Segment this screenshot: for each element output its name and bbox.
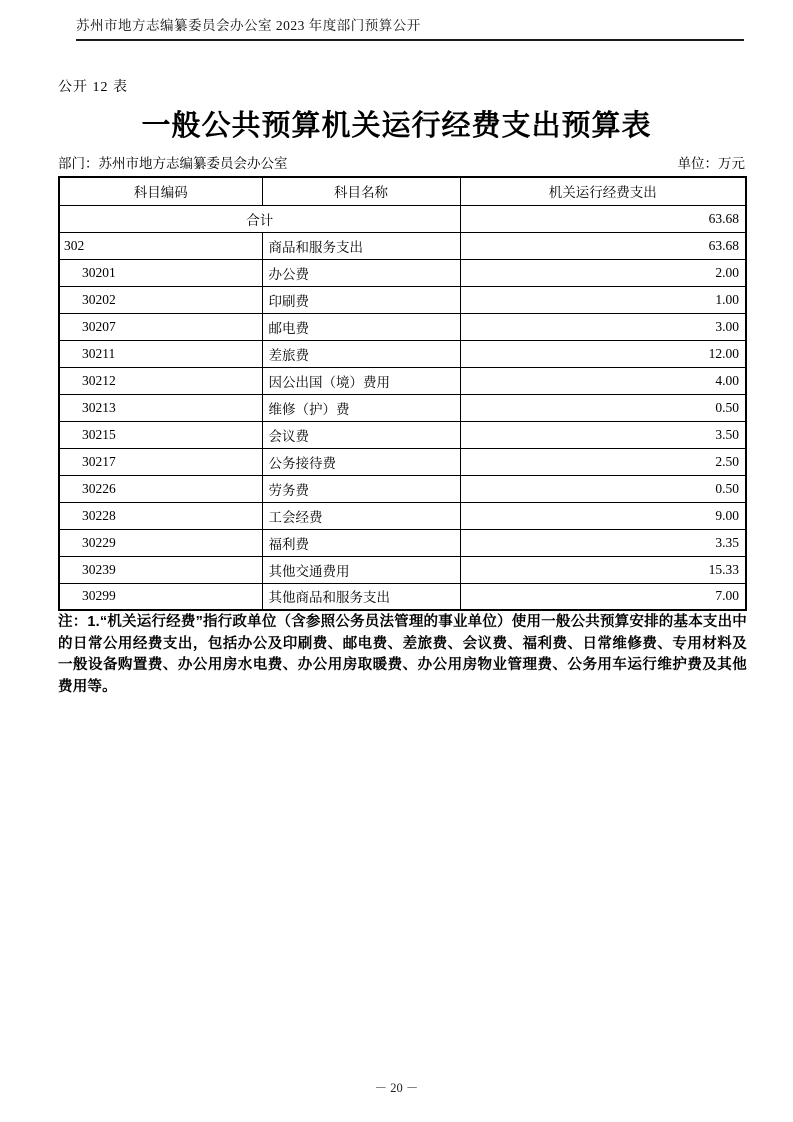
subject-code-cell: 30215 <box>59 421 262 448</box>
expense-value-cell: 2.50 <box>460 448 746 475</box>
unit-label: 单位：万元 <box>677 156 745 171</box>
table-row <box>59 448 746 475</box>
table-row <box>59 340 746 367</box>
expense-value-cell: 12.00 <box>460 340 746 367</box>
subject-code-cell: 302 <box>59 232 262 259</box>
subject-name-cell: 商品和服务支出 <box>262 232 460 259</box>
expense-value-cell: 3.35 <box>460 529 746 556</box>
subject-name-cell: 其他商品和服务支出 <box>262 583 460 610</box>
page-number: － 20 － <box>374 1081 419 1095</box>
subject-code-cell: 30239 <box>59 556 262 583</box>
subject-code-cell: 30211 <box>59 340 262 367</box>
expense-value-cell: 3.50 <box>460 421 746 448</box>
expense-value-cell: 3.00 <box>460 313 746 340</box>
table-row <box>59 529 746 556</box>
subject-name-cell: 维修（护）费 <box>262 394 460 421</box>
expense-value-cell: 9.00 <box>460 502 746 529</box>
table-row <box>59 583 746 610</box>
table-row <box>59 259 746 286</box>
subject-code-cell: 30226 <box>59 475 262 502</box>
table-row <box>59 475 746 502</box>
budget-table <box>58 176 747 611</box>
expense-value-cell: 7.00 <box>460 583 746 610</box>
subject-name-cell: 福利费 <box>262 529 460 556</box>
subject-code-cell: 30299 <box>59 583 262 610</box>
table-header-row <box>59 177 746 205</box>
table-row <box>59 502 746 529</box>
footnote-text: 注：1.“机关运行经费”指行政单位（含参照公务员法管理的事业单位）使用一般公共预算安排的基本支出中的日常公用经费支出，包括办公及印刷费、邮电费、差旅费、会议费、福利费、日常维修费、专用材料及一般设备购置费、办公用房水电费、办公用房取暖费、办公用房物业管理费、公务用车运行维护费及其他费用等。 <box>58 614 747 695</box>
table-number-label: 公开 12 表 <box>58 80 128 95</box>
table-row <box>59 556 746 583</box>
column-header-operating-expense: 机关运行经费支出 <box>460 177 746 205</box>
subject-name-cell: 印刷费 <box>262 286 460 313</box>
expense-value-cell: 0.50 <box>460 394 746 421</box>
expense-value-cell: 15.33 <box>460 556 746 583</box>
subject-code-cell: 30212 <box>59 367 262 394</box>
table-row <box>59 421 746 448</box>
expense-value-cell: 63.68 <box>460 232 746 259</box>
subject-code-cell: 30207 <box>59 313 262 340</box>
table-row <box>59 286 746 313</box>
table-meta-row <box>58 152 745 172</box>
subject-code-cell: 30213 <box>59 394 262 421</box>
subject-name-cell: 其他交通费用 <box>262 556 460 583</box>
total-row <box>59 205 746 232</box>
column-header-subject-code: 科目编码 <box>59 177 262 205</box>
subject-name-cell: 工会经费 <box>262 502 460 529</box>
subject-code-cell: 30201 <box>59 259 262 286</box>
subject-code-cell: 30217 <box>59 448 262 475</box>
subject-name-cell: 劳务费 <box>262 475 460 502</box>
table-row <box>59 232 746 259</box>
table-row <box>59 313 746 340</box>
subject-name-cell: 公务接待费 <box>262 448 460 475</box>
expense-value-cell: 0.50 <box>460 475 746 502</box>
page-title: 一般公共预算机关运行经费支出预算表 <box>141 110 652 142</box>
subject-name-cell: 邮电费 <box>262 313 460 340</box>
expense-value-cell: 4.00 <box>460 367 746 394</box>
document-header: 苏州市地方志编纂委员会办公室 2023 年度部门预算公开 <box>76 14 744 41</box>
total-label-cell: 合计 <box>59 205 460 232</box>
subject-name-cell: 因公出国（境）费用 <box>262 367 460 394</box>
expense-value-cell: 1.00 <box>460 286 746 313</box>
table-row <box>59 367 746 394</box>
expense-value-cell: 2.00 <box>460 259 746 286</box>
department-label: 部门：苏州市地方志编纂委员会办公室 <box>58 156 288 171</box>
subject-code-cell: 30229 <box>59 529 262 556</box>
subject-name-cell: 会议费 <box>262 421 460 448</box>
subject-name-cell: 差旅费 <box>262 340 460 367</box>
subject-code-cell: 30202 <box>59 286 262 313</box>
subject-name-cell: 办公费 <box>262 259 460 286</box>
total-value-cell: 63.68 <box>460 205 746 232</box>
table-row <box>59 394 746 421</box>
column-header-subject-name: 科目名称 <box>262 177 460 205</box>
subject-code-cell: 30228 <box>59 502 262 529</box>
